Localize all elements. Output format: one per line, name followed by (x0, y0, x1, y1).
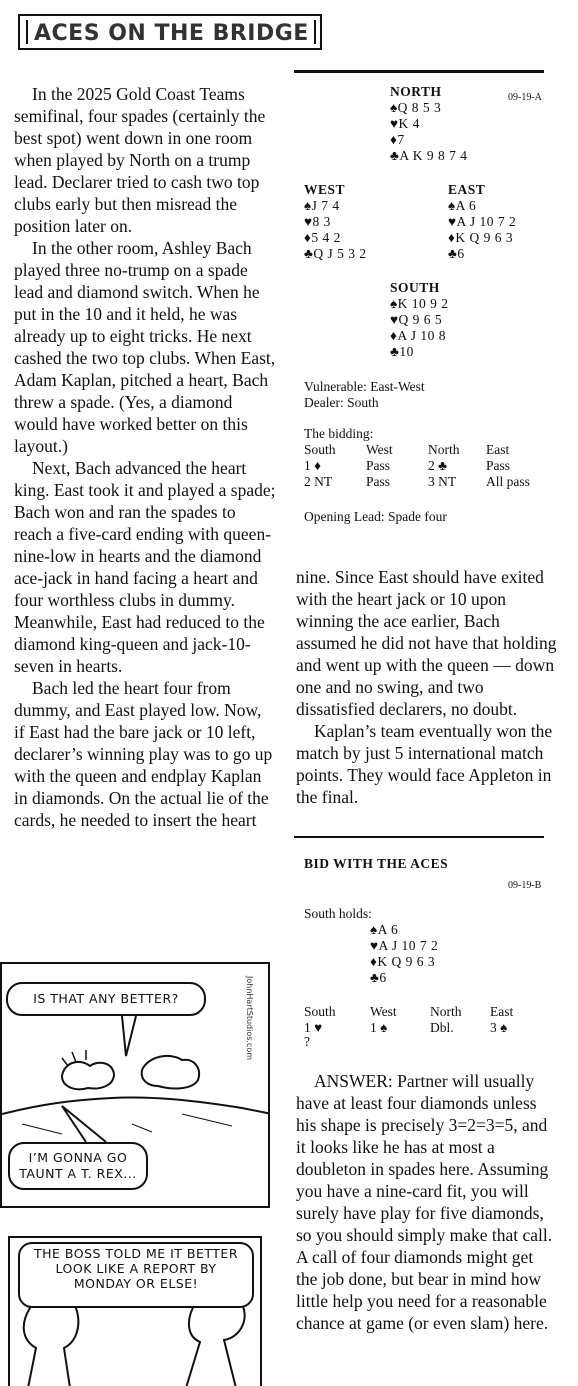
auction-row (304, 1020, 540, 1036)
holding: A J 10 7 2 (378, 938, 439, 953)
column-title: ACES ON THE BRIDGE (26, 20, 316, 44)
heart-icon: ♥ (390, 312, 399, 327)
holding: 10 (399, 344, 414, 359)
south-hand (390, 280, 449, 360)
club-icon: ♣ (390, 148, 400, 163)
west-label: WEST (304, 182, 346, 197)
deal-conditions (304, 379, 425, 411)
bid: 2 ♣ (428, 458, 447, 473)
spade-icon: ♠ (304, 198, 312, 213)
cave-person (62, 1062, 114, 1089)
quiz-box (304, 856, 554, 1056)
bid: Pass (366, 474, 391, 489)
holding: A J 10 7 2 (456, 214, 517, 229)
seat-label: East (490, 1004, 514, 1019)
holding: A J 10 8 (397, 328, 447, 343)
heart-icon: ♥ (448, 214, 457, 229)
heart-icon: ♥ (304, 214, 313, 229)
answer-text: ANSWER: Partner will usually have at least four diamonds unless his shape is precisely 3=2=3=5, and it looks like he has at most a doubleton in spades here. Assuming you have a nine-card fit, you will surely have play for five diamonds, so you should simply make that call. A call of four diamonds might get the job done, but bear in mind how little help you need for a reasonable chance at game (or even slam) here. (296, 1071, 553, 1333)
crack-lines (22, 1114, 232, 1134)
quiz-title: BID WITH THE ACES (304, 856, 449, 871)
club-icon: ♣ (304, 246, 314, 261)
holding: J 7 4 (311, 198, 340, 213)
holding: K Q 9 6 3 (455, 230, 514, 245)
holding: K Q 9 6 3 (377, 954, 436, 969)
speech-balloon: I’M GONNA GO TAUNT A T. REX... (8, 1142, 148, 1190)
bidding-label: The bidding: (304, 426, 374, 441)
bidding-table (304, 426, 546, 490)
holding: 7 (397, 132, 405, 147)
rock-ledge (2, 1097, 270, 1114)
paragraph: Kaplan’s team eventually won the match by just 5 international match points. They would face Appleton in the final. (296, 721, 553, 807)
holding: K 10 9 2 (397, 296, 449, 311)
seat-label: East (486, 442, 510, 457)
bidding-row (304, 474, 546, 490)
paragraph: Bach led the heart four from dummy, and East played low. Now, if East had the bare jack or 10 left, declarer’s winning play was to go up with the queen and endplay Kaplan in diamonds. On the actual lie of the cards, he needed to insert the heart (14, 678, 273, 830)
comic-strip-1 (0, 962, 270, 1208)
bid: 1 ♥ (304, 1020, 323, 1035)
divider (294, 70, 544, 73)
bid: All pass (486, 474, 530, 489)
diamond-icon: ♦ (304, 230, 312, 245)
bidding-row (304, 458, 546, 474)
spade-icon: ♠ (390, 100, 398, 115)
quiz-hand (370, 922, 438, 986)
east-hand (448, 182, 516, 262)
diamond-icon: ♦ (390, 132, 398, 147)
quiz-tag: 09-19-B (508, 880, 542, 891)
diamond-icon: ♦ (370, 954, 378, 969)
north-label: NORTH (390, 84, 442, 99)
spade-icon: ♠ (448, 198, 456, 213)
bid: 3 NT (428, 474, 457, 489)
holding: 5 4 2 (311, 230, 341, 245)
spade-icon: ♠ (390, 296, 398, 311)
column-body (14, 83, 276, 831)
club-icon: ♣ (448, 246, 458, 261)
south-label: SOUTH (390, 280, 440, 295)
bid: Pass (366, 458, 391, 473)
vulnerability: Vulnerable: East-West (304, 379, 425, 394)
deal-tag: 09-19-A (508, 92, 542, 103)
holding: Q J 5 3 2 (313, 246, 367, 261)
holding: 6 (379, 970, 387, 985)
north-hand (390, 84, 468, 164)
seat-label: West (370, 1004, 397, 1019)
seat-label: South (304, 442, 336, 457)
paragraph: In the 2025 Gold Coast Teams semifinal, four spades (certainly the best spot) went down in one room when played by North on a trump lead. Declarer tried to cash two top clubs early but then misread the position later on. (14, 84, 266, 236)
diamond-icon: ♦ (448, 230, 456, 245)
bid: 3 ♠ (490, 1020, 508, 1035)
dealer: Dealer: South (304, 395, 379, 410)
divider (294, 836, 544, 838)
column-masthead (18, 14, 322, 50)
heart-icon: ♥ (390, 116, 399, 131)
seat-label: West (366, 442, 393, 457)
holding: Q 8 5 3 (397, 100, 442, 115)
bid: Pass (486, 458, 511, 473)
speech-balloon: IS THAT ANY BETTER? (6, 982, 206, 1016)
diamond-icon: ♦ (390, 328, 398, 343)
quiz-auction (304, 1004, 540, 1048)
holding: 6 (457, 246, 465, 261)
bid: 1 ♠ (370, 1020, 388, 1035)
holding: A 6 (377, 922, 399, 937)
auction-next: ? (304, 1034, 310, 1049)
holds-label: South holds: (304, 906, 372, 921)
quiz-answer (296, 1070, 558, 1334)
holding: Q 9 6 5 (398, 312, 443, 327)
seat-label: North (428, 442, 460, 457)
bidding-header (304, 442, 546, 458)
seat-label: North (430, 1004, 462, 1019)
paragraph: Next, Bach advanced the heart king. East took it and played a spade; Bach won and ran the spades to reach a five-card ending with queen-nine-low in hearts and the diamond ace-jack in hand facing a heart and four worthless clubs in dummy. Meanwhile, East had reduced to the diamond king-queen and jack-10-seven in hearts. (14, 458, 276, 676)
comic-strip-2 (8, 1236, 262, 1386)
opening-lead: Opening Lead: Spade four (304, 509, 447, 524)
cave-person (142, 1056, 199, 1089)
bid: Dbl. (430, 1020, 454, 1035)
spade-icon: ♠ (370, 922, 378, 937)
holding: 8 3 (312, 214, 331, 229)
west-hand (304, 182, 367, 262)
club-icon: ♣ (390, 344, 400, 359)
bid: 2 NT (304, 474, 333, 489)
holding: A 6 (455, 198, 477, 213)
club-icon: ♣ (370, 970, 380, 985)
balloon-tail (122, 1016, 136, 1056)
holding: A K 9 8 7 4 (399, 148, 468, 163)
paragraph: In the other room, Ashley Bach played three no-trump on a spade lead and diamond switch. When he put in the 10 and it held, he was already up to eight tricks. He next cashed the two top clubs. When East, Adam Kaplan, pitched a heart, Bach threw a spade. (Yes, a diamond would have worked better on this layout.) (14, 238, 276, 456)
comic-credit: JohnHartStudios.com (245, 976, 254, 1061)
speech-balloon: THE BOSS TOLD ME IT BETTER LOOK LIKE A REPORT BY MONDAY OR ELSE! (18, 1242, 254, 1308)
heart-icon: ♥ (370, 938, 379, 953)
bid: 1 ♦ (304, 458, 322, 473)
balloon-tail (62, 1106, 106, 1142)
column-continuation (296, 566, 558, 808)
seat-label: South (304, 1004, 336, 1019)
deal-diagram (300, 84, 550, 544)
east-label: EAST (448, 182, 486, 197)
paragraph: nine. Since East should have exited with the heart jack or 10 upon winning the ace earlier, Bach assumed he did not have that holding and went up with the queen — down one and no swing, and two dissatisfied declarers, no doubt. (296, 567, 557, 719)
holding: K 4 (398, 116, 420, 131)
auction-header (304, 1004, 540, 1020)
